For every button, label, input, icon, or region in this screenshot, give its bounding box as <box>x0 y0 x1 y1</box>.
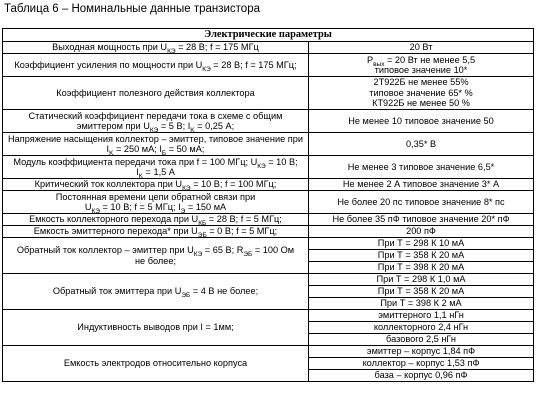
parameter-label: Емкость эмиттерного перехода* при $U_{ЭБ} = 0$ В; f = 5 МГц; <box>3 226 309 238</box>
parameter-label: Постоянная времени цепи обратной связи при $U_{КЭ} = 10$ В; f = 5 МГц; $I_Э = 150$ мА <box>3 191 309 214</box>
parameter-value: При Т = 298 К 10 мА <box>309 238 534 250</box>
table-row <box>3 54 534 77</box>
parameter-label: Емкость электродов относительно корпуса <box>3 346 309 382</box>
table-row <box>3 156 534 179</box>
parameter-value: 200 пФ <box>309 226 534 238</box>
table-row <box>3 133 534 156</box>
parameter-value: Не менее 2 А типовое значение 3* А <box>309 179 534 191</box>
table-row <box>3 191 534 214</box>
parameters-table <box>2 28 534 382</box>
parameter-value: 2Т922Б не менее 55% типовое значение 65* % КТ922Б не менее 50 % <box>309 77 534 110</box>
parameter-value: коллекторного 2,4 нГн <box>309 322 534 334</box>
parameter-label: Напряжение насыщения коллектор – эмиттер, типовое значение при $I_K = 250$ мА; $I_Б = 50$ мА; <box>3 133 309 156</box>
parameter-label: Обратный ток эмиттера при $U_{ЭБ} = 4$ В не более; <box>3 274 309 310</box>
table-row <box>3 214 534 226</box>
parameter-value: Не менее 10 типовое значение 50 <box>309 110 534 133</box>
parameter-value: $P_{вых} = 20$ Вт не менее 5,5 типовое значение 10* <box>309 54 534 77</box>
table-row <box>3 226 534 238</box>
table-row <box>3 346 534 358</box>
table-row <box>3 179 534 191</box>
table-row <box>3 110 534 133</box>
parameter-value: база – корпус 0,96 пФ <box>309 370 534 382</box>
table-row <box>3 274 534 286</box>
parameter-value: При Т = 358 К 20 мА <box>309 286 534 298</box>
table-header: Электрические параметры <box>3 29 534 42</box>
parameter-value: эмиттер – корпус 1,84 пФ <box>309 346 534 358</box>
parameter-label: Выходная мощность при $U_{КЭ} = 28$ В; f = 175 МГц <box>3 42 309 54</box>
parameter-value: 20 Вт <box>309 42 534 54</box>
parameter-value: 0,35* В <box>309 133 534 156</box>
parameter-value: При Т = 398 К 20 мА <box>309 262 534 274</box>
parameter-value: При Т = 298 К 1,0 мА <box>309 274 534 286</box>
parameter-value: эмиттерного 1,1 нГн <box>309 310 534 322</box>
table-row <box>3 77 534 110</box>
parameter-label: Модуль коэффициента передачи тока при f = 100 МГц; $U_{КЭ} = 10$ В; $I_K = 1,5$ А <box>3 156 309 179</box>
parameter-value: При Т = 398 К 2 мА <box>309 298 534 310</box>
parameter-label: Индуктивность выводов при I = 1мм; <box>3 310 309 346</box>
parameter-value: При Т = 358 К 20 мА <box>309 250 534 262</box>
table-row <box>3 238 534 250</box>
parameter-value: коллектор – корпус 1,53 пФ <box>309 358 534 370</box>
parameter-value: Не более 20 пс типовое значение 8* пс <box>309 191 534 214</box>
parameter-label: Емкость коллекторного перехода при $U_{КБ} = 28$ В; f = 5 МГц; <box>3 214 309 226</box>
parameter-value: Не менее 3 типовое значение 6,5* <box>309 156 534 179</box>
parameter-label: Коэффициент усиления по мощности при $U_{КЭ} = 28$ В; f = 175 МГц; <box>3 54 309 77</box>
parameter-value: Не более 35 пФ типовое значение 20* пФ <box>309 214 534 226</box>
parameter-label: Критический ток коллектора при $U_{КЭ} = 10$ В; f = 100 МГц; <box>3 179 309 191</box>
parameter-label: Коэффициент полезного действия коллектора <box>3 77 309 110</box>
table-caption: Таблица 6 – Номинальные данные транзистора <box>4 3 260 15</box>
parameter-label: Статический коэффициент передачи тока в схеме с общим эмиттером при $U_{КЭ} = 5$ В; $I_K = 0,25$ А; <box>3 110 309 133</box>
parameter-value: базового 2,5 нГн <box>309 334 534 346</box>
table-row <box>3 310 534 322</box>
table-row <box>3 42 534 54</box>
parameter-label: Обратный ток коллектор – эмиттер при $U_{КЭ} = 65$ В; $R_{ЭБ} = 100$ Ом не более; <box>3 238 309 274</box>
